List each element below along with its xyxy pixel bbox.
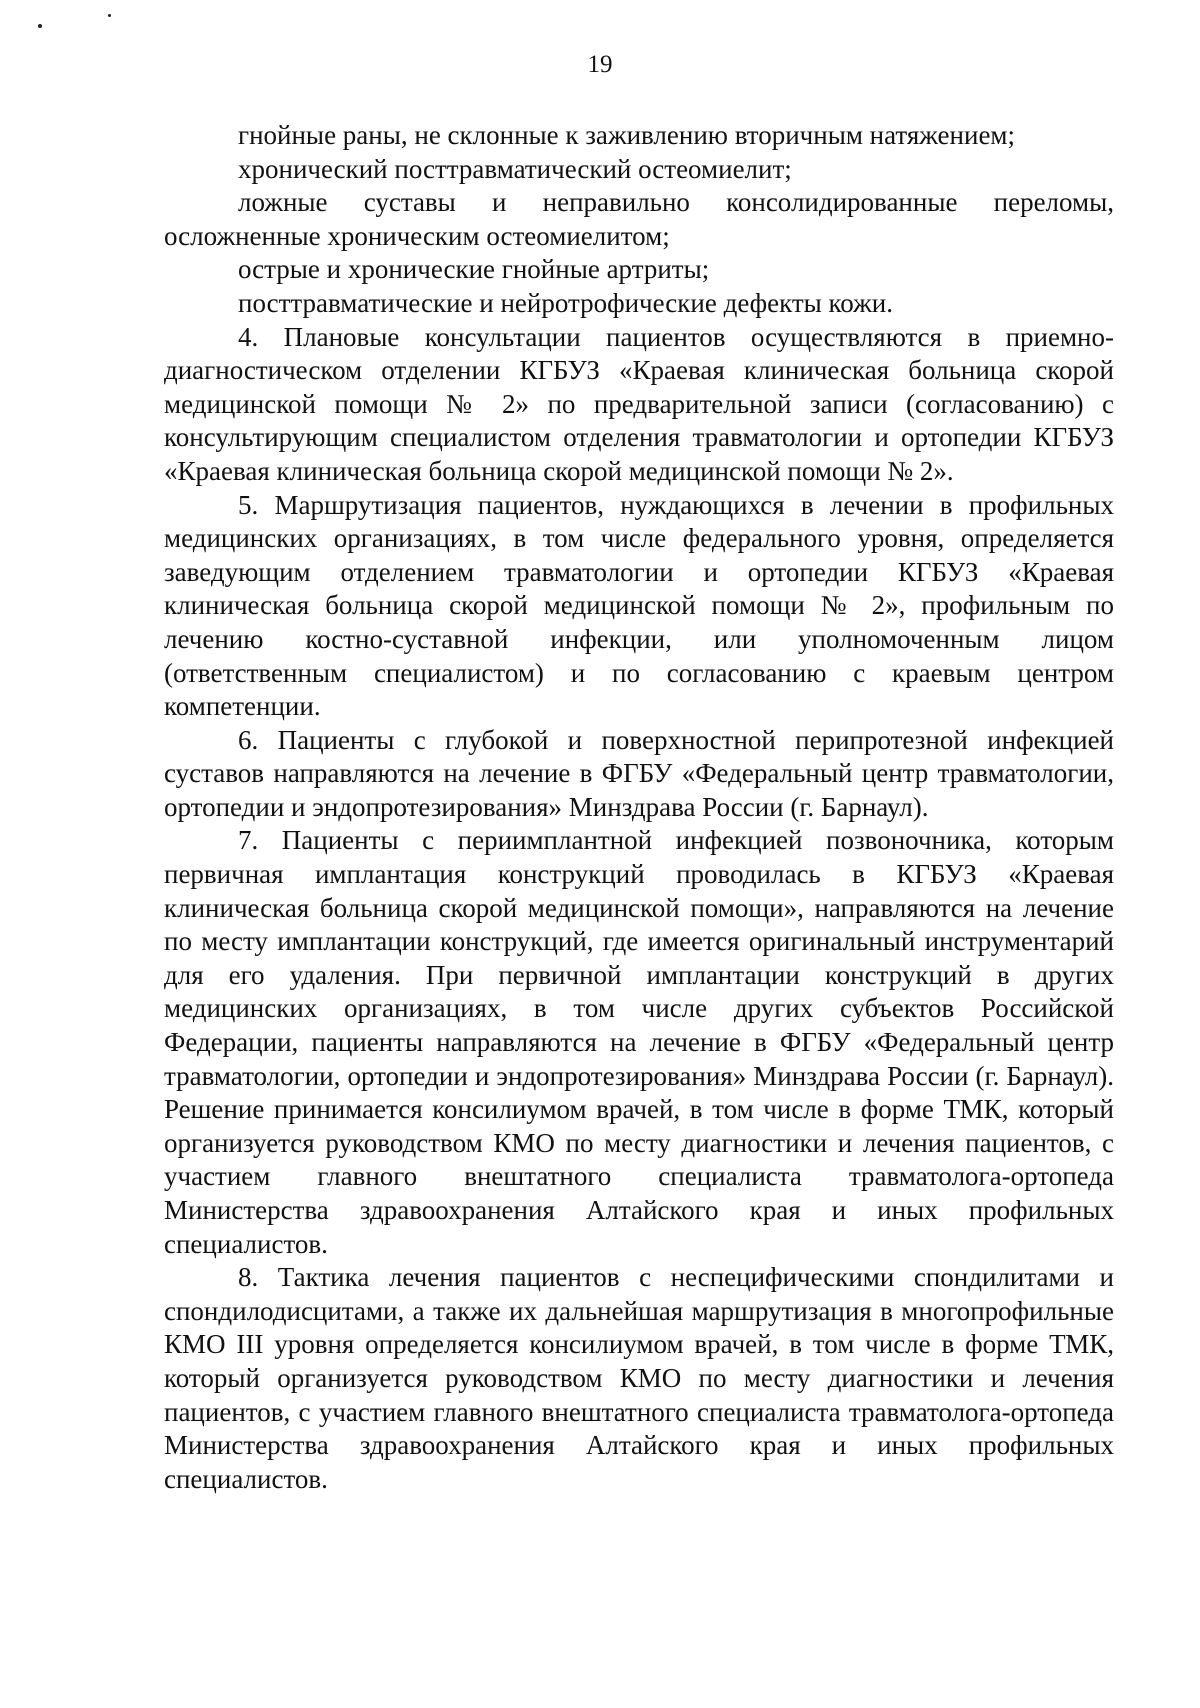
paragraph-5: 5. Маршрутизация пациентов, нуждающихся в лечении в профильных медицинских организациях, в том числе федерального уровня, определяется заведующим отделением травматологии и ортопедии КГБУЗ «Краевая клиническая больница скорой медицинской помощи № 2», профильным по лечению костно-суставной инфекции, или уполномоченным лицом (ответственным специалистом) и по согласованию с краевым центром компетенции.	[164, 489, 1114, 722]
list-item: посттравматические и нейротрофические дефекты кожи.	[238, 287, 893, 318]
document-body	[164, 119, 1114, 1496]
list-item: хронический посттравматический остеомиелит;	[238, 153, 792, 184]
list-item: ложные суставы и неправильно консолидированные переломы, осложненные хроническим остеомиелитом;	[164, 187, 1114, 251]
list-item: гнойные раны, не склонные к заживлению вторичным натяжением;	[238, 120, 1016, 150]
list-item: острые и хронические гнойные артриты;	[238, 254, 710, 285]
paragraph-6: 6. Пациенты с глубокой и поверхностной перипротезной инфекцией суставов направляются на лечение в ФГБУ «Федеральный центр травматологии, ортопедии и эндопротезирования» Минздрава России (г. Барнаул).	[164, 724, 1114, 822]
scan-speck	[108, 14, 111, 17]
paragraph-8: 8. Тактика лечения пациентов с неспецифическими спондилитами и спондилодисцитами, а также их дальнейшая маршрутизация в многопрофильные КМО III уровня определяется консилиумом врачей, в том числе в форме ТМК, который организуется руководством КМО по месту диагностики и лечения пациентов, с участием главного внештатного специалиста травматолога-ортопеда Министерства здравоохранения Алтайского края и иных профильных специалистов.	[164, 1262, 1114, 1494]
paragraph-4: 4. Плановые консультации пациентов осуществляются в приемно-диагностическом отделении КГБУЗ «Краевая клиническая больница скорой медицинской помощи № 2» по предварительной записи (согласованию) с консультирующим специалистом отделения травматологии и ортопедии КГБУЗ «Краевая клиническая больница скорой медицинской помощи № 2».	[164, 321, 1114, 486]
scan-speck	[38, 24, 42, 28]
page-number: 19	[587, 51, 613, 78]
paragraph-7: 7. Пациенты с периимплантной инфекцией позвоночника, которым первичная имплантация конструкций проводилась в КГБУЗ «Краевая клиническая больница скорой медицинской помощи», направляются на лечение по месту имплантации конструкций, где имеется оригинальный инструментарий для его удаления. При первичной имплантации конструкций в других медицинских организациях, в том числе других субъектов Российской Федерации, пациенты направляются на лечение в ФГБУ «Федеральный центр травматологии, ортопедии и эндопротезирования» Минздрава России (г. Барнаул). Решение принимается консилиумом врачей, в том числе в форме ТМК, который организуется руководством КМО по месту диагностики и лечения пациентов, с участием главного внештатного специалиста травматолога-ортопеда Министерства здравоохранения Алтайского края и иных профильных специалистов.	[164, 825, 1114, 1259]
